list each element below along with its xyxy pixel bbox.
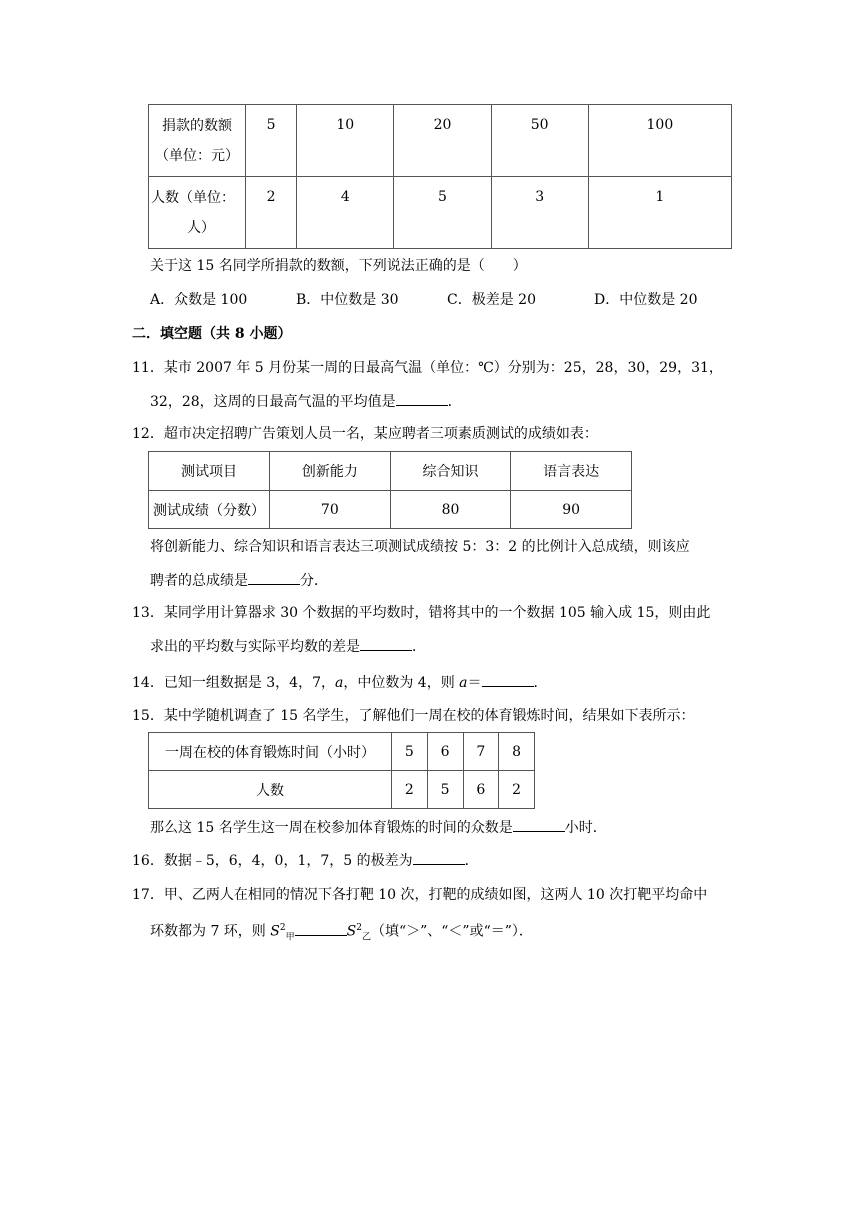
q12-line1: 12．超市决定招聘广告策划人员一名，某应聘者三项素质测试的成绩如表：	[132, 426, 598, 442]
table-cell: 4	[297, 177, 394, 249]
answer-blank[interactable]	[482, 672, 534, 687]
table-header-line: 人）	[187, 219, 215, 236]
q16-end: ．	[464, 853, 479, 869]
subscript: 甲	[285, 932, 295, 943]
q14-line	[132, 672, 548, 693]
q17-text: 环数都为 7 环，则	[150, 923, 271, 940]
q11-end: ．	[447, 394, 462, 410]
superscript: 2	[279, 923, 286, 933]
q10-option-a: A．众数是 100	[150, 292, 248, 308]
q10-option-b: B．中位数是 30	[296, 292, 399, 308]
table-cell: 10	[297, 105, 394, 177]
table-cell: 3	[491, 177, 588, 249]
q17-line2	[150, 918, 533, 947]
table-cell: 测试成绩（分数）	[149, 491, 270, 529]
table-header-line: 人数（单位：	[151, 189, 235, 206]
q13-line1: 13．某同学用计算器求 30 个数据的平均数时，错将其中的一个数据 105 输入成 15，则由此	[132, 605, 711, 621]
q14-text: ＝	[467, 675, 482, 691]
q12-text: 聘者的总成绩是	[150, 573, 248, 589]
table-cell: 5	[394, 177, 491, 249]
table-cell: 7	[463, 733, 499, 771]
q10-option-c: C．极差是 20	[447, 292, 536, 308]
table-header-line: （单位：元）	[155, 147, 239, 164]
table-cell: 2	[499, 771, 535, 809]
table-cell: 6	[463, 771, 499, 809]
q15-line1: 15．某中学随机调查了 15 名学生，了解他们一周在校的体育锻炼时间，结果如下表所示：	[132, 708, 695, 724]
superscript: 2	[356, 923, 362, 933]
table-header-line: 捐款的数额	[162, 117, 232, 134]
q12-end: 分．	[300, 573, 328, 589]
table-cell: 语言表达	[511, 452, 632, 491]
answer-blank[interactable]	[295, 921, 347, 936]
q14-text: 14．已知一组数据是 3，4，7，	[132, 675, 335, 691]
table-cell: 测试项目	[149, 452, 270, 491]
q15-line2	[150, 817, 607, 838]
table-cell: 人数	[149, 771, 392, 809]
variance-symbol: S	[270, 923, 280, 940]
q12-line3	[150, 570, 328, 591]
table-cell: 5	[246, 105, 297, 177]
table-cell: 1	[588, 177, 731, 249]
answer-blank[interactable]	[513, 817, 565, 832]
q17-end: （填“＞”、“＜”或“＝”）．	[370, 923, 533, 940]
q11-line2	[150, 391, 462, 412]
table-cell: 2	[246, 177, 297, 249]
table-cell: 6	[427, 733, 463, 771]
table-cell: 2	[392, 771, 428, 809]
table-cell: 综合知识	[390, 452, 511, 491]
exercise-table	[148, 732, 535, 809]
answer-blank[interactable]	[413, 850, 465, 865]
table-cell: 8	[499, 733, 535, 771]
answer-blank[interactable]	[360, 636, 412, 651]
table-cell: 90	[511, 491, 632, 529]
q11-line1: 11．某市 2007 年 5 月份某一周的日最高气温（单位：℃）分别为：25，28，30，29，31，	[132, 360, 723, 376]
q13-line2	[150, 636, 426, 657]
score-table	[148, 451, 632, 529]
table-cell	[149, 177, 246, 249]
q10-stem: 关于这 15 名同学所捐款的数额，下列说法正确的是（ ）	[150, 258, 527, 274]
q13-end: ．	[412, 639, 426, 655]
q17-line1: 17．甲、乙两人在相同的情况下各打靶 10 次，打靶的成绩如图，这两人 10 次打靶平均命中	[132, 887, 708, 903]
table-cell: 5	[392, 733, 428, 771]
table-cell: 20	[394, 105, 491, 177]
answer-blank[interactable]	[396, 391, 448, 406]
section-title: 二．填空题（共 8 小题）	[132, 326, 292, 342]
q11-text: 32，28，这周的日最高气温的平均值是	[150, 394, 396, 410]
q16-line	[132, 850, 479, 871]
q14-var: a	[459, 675, 468, 691]
q10-option-d: D．中位数是 20	[594, 292, 698, 308]
table-cell: 创新能力	[270, 452, 391, 491]
q13-text: 求出的平均数与实际平均数的差是	[150, 639, 360, 655]
q15-text: 那么这 15 名学生这一周在校参加体育锻炼的时间的众数是	[150, 820, 513, 836]
q15-end: 小时．	[564, 820, 607, 836]
table-cell: 一周在校的体育锻炼时间（小时）	[149, 733, 392, 771]
q14-var: a	[335, 675, 344, 691]
donation-table	[148, 104, 732, 249]
q14-text: ，中位数为 4，则	[343, 675, 460, 691]
q14-end: ．	[533, 675, 548, 691]
table-cell: 80	[390, 491, 511, 529]
table-cell: 100	[588, 105, 731, 177]
subscript: 乙	[361, 932, 371, 943]
table-cell	[149, 105, 246, 177]
answer-blank[interactable]	[248, 570, 300, 585]
table-cell: 50	[491, 105, 588, 177]
q16-text: 16．数据﹣5，6，4，0，1，7，5 的极差为	[132, 853, 413, 869]
table-cell: 5	[427, 771, 463, 809]
variance-symbol: S	[346, 923, 357, 940]
q12-line2: 将创新能力、综合知识和语言表达三项测试成绩按 5：3：2 的比例计入总成绩，则该应	[150, 539, 690, 555]
table-cell: 70	[270, 491, 391, 529]
